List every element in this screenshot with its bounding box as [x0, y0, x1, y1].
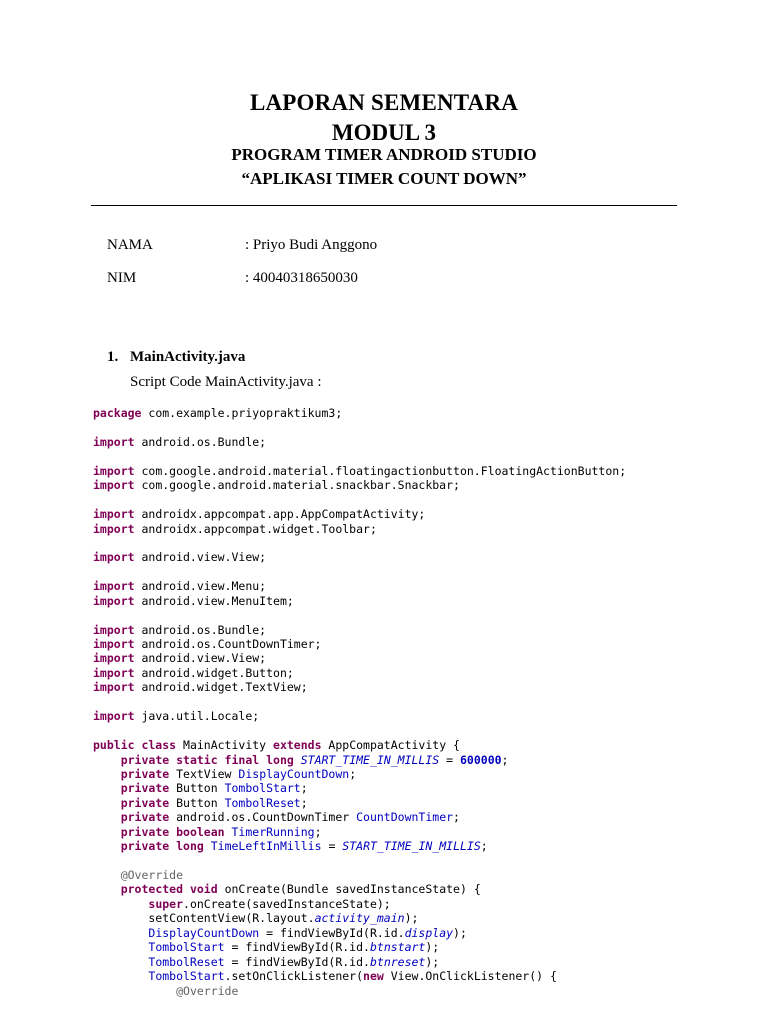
nama-label: NAMA [107, 237, 153, 253]
code-token: android.view.View; [134, 651, 267, 666]
code-token: androidx.appcompat.widget.Toolbar; [134, 521, 377, 536]
code-token: ; [453, 810, 460, 825]
code-token: ; [300, 781, 308, 796]
code-token: private boolean [120, 824, 225, 839]
module-title: MODUL 3 [331, 120, 437, 145]
code-token: import [93, 521, 135, 536]
code-token: import [93, 463, 135, 478]
code-token: DisplayCountDown [148, 925, 260, 940]
code-token: import [93, 478, 135, 493]
code-token: btnstart [369, 940, 426, 955]
code-token: private [120, 810, 170, 825]
code-token: android.view.MenuItem; [134, 593, 294, 608]
code-token: ); [404, 911, 419, 926]
code-token: import [93, 434, 135, 449]
code-line [93, 550, 626, 564]
code-token: = findViewById(R.id. [224, 940, 370, 955]
code-token: super [148, 896, 184, 911]
code-token: android.view.View; [134, 550, 267, 565]
code-line [93, 406, 626, 420]
app-subtitle: “APLIKASI TIMER COUNT DOWN” [241, 169, 527, 188]
code-token: @Override [120, 868, 184, 882]
nama-value: : Priyo Budi Anggono [245, 237, 378, 253]
code-line [93, 781, 626, 795]
code-line [93, 839, 626, 853]
section-number: 1. [107, 349, 119, 365]
code-line [93, 854, 626, 868]
code-token: ; [501, 752, 509, 767]
code-token: import [93, 507, 135, 522]
code-token: android.widget.TextView; [134, 680, 308, 695]
code-token [93, 810, 121, 824]
code-token: .onCreate(savedInstanceState); [183, 896, 391, 911]
code-line [93, 435, 626, 449]
code-token: onCreate(Bundle savedInstanceState) { [217, 882, 481, 897]
code-token: CountDownTimer [356, 810, 454, 825]
code-token [93, 781, 121, 795]
code-token [93, 969, 148, 983]
code-line [93, 955, 626, 969]
code-token: ; [480, 839, 488, 854]
code-token [93, 882, 121, 896]
code-line [93, 478, 626, 492]
code-line [93, 695, 626, 709]
code-token: START_TIME_IN_MILLIS [342, 839, 481, 854]
code-line [93, 579, 626, 593]
code-line [93, 926, 626, 940]
code-token: import [93, 680, 135, 695]
code-line [93, 464, 626, 478]
code-token: extends [273, 738, 322, 753]
code-line [93, 724, 626, 738]
code-token: .setOnClickListener( [224, 969, 364, 984]
code-token: android.os.Bundle; [134, 434, 267, 449]
code-token: import [93, 579, 135, 594]
code-token: = [321, 839, 343, 854]
nim-value: : 40040318650030 [245, 270, 358, 286]
code-line [93, 709, 626, 723]
code-token: import [93, 709, 135, 724]
code-line [93, 738, 626, 752]
code-token: TombolStart [224, 781, 301, 796]
code-line [93, 594, 626, 608]
code-line [93, 522, 626, 536]
code-token: android.os.Bundle; [134, 622, 267, 637]
code-token: android.os.CountDownTimer; [134, 637, 322, 651]
code-token: TombolStart [148, 969, 225, 984]
code-token [93, 796, 121, 810]
code-token: java.util.Locale; [134, 709, 260, 724]
code-token [93, 753, 121, 767]
code-line [93, 882, 626, 896]
code-token: com.google.android.material.floatingactionbutton.FloatingActionButton; [134, 463, 627, 478]
report-title: LAPORAN SEMENTARA [249, 90, 519, 115]
code-token: public class [93, 738, 177, 753]
code-token: View.OnClickListener() { [383, 969, 557, 984]
code-token: TombolStart [148, 940, 225, 955]
code-token: import [93, 665, 135, 680]
code-token: ); [425, 940, 440, 955]
code-line [93, 911, 626, 925]
code-token: TombolReset [148, 954, 225, 969]
code-token [93, 984, 176, 998]
code-token: import [93, 651, 135, 666]
code-token [93, 926, 148, 940]
code-token: ; [314, 824, 322, 839]
code-token: private [120, 766, 170, 781]
code-token: DisplayCountDown [238, 766, 350, 781]
code-token: com.google.android.material.snackbar.Snackbar; [134, 478, 460, 493]
code-line [93, 897, 626, 911]
code-line [93, 449, 626, 463]
code-token: = findViewById(R.id. [259, 925, 405, 940]
code-line [93, 608, 626, 622]
code-token [294, 753, 301, 767]
code-line [93, 753, 626, 767]
code-line [93, 507, 626, 521]
code-token: setContentView(R.layout. [93, 911, 315, 926]
code-token: package [93, 406, 142, 420]
code-listing [93, 406, 626, 998]
code-token: private [120, 781, 170, 796]
code-token [225, 825, 232, 839]
code-token [93, 839, 121, 853]
code-line [93, 637, 626, 651]
code-token: android.view.Menu; [134, 579, 267, 594]
code-token: ; [349, 766, 357, 781]
code-line [93, 493, 626, 507]
code-token: TombolReset [224, 795, 301, 810]
code-line [93, 420, 626, 434]
code-token: private long [120, 839, 204, 854]
code-line [93, 623, 626, 637]
code-token: import [93, 593, 135, 608]
code-token: display [404, 925, 454, 940]
code-token [93, 825, 121, 839]
code-token: @Override [176, 983, 239, 998]
code-token: AppCompatActivity { [321, 738, 460, 753]
code-line [93, 796, 626, 810]
code-token [93, 767, 121, 781]
code-line [93, 565, 626, 579]
code-token [93, 868, 121, 882]
code-token: activity_main [314, 911, 405, 926]
code-token: android.os.CountDownTimer [169, 810, 357, 825]
code-line [93, 940, 626, 954]
code-token: Button [169, 781, 225, 796]
code-token: private static final long [120, 752, 294, 767]
code-token: = [439, 752, 460, 767]
code-token: new [363, 969, 384, 984]
code-line [93, 666, 626, 680]
code-token: androidx.appcompat.app.AppCompatActivity; [134, 507, 426, 522]
code-token: ); [453, 925, 467, 940]
code-token: import [93, 550, 135, 565]
code-token: btnreset [369, 954, 426, 969]
program-subtitle: PROGRAM TIMER ANDROID STUDIO [231, 145, 537, 164]
code-line [93, 825, 626, 839]
code-token: = findViewById(R.id. [224, 954, 370, 969]
code-line [93, 984, 626, 998]
code-line [93, 680, 626, 694]
code-token: android.widget.Button; [134, 665, 294, 680]
code-token: TimerRunning [231, 824, 315, 839]
code-token: import [93, 637, 135, 651]
nim-label: NIM [107, 270, 137, 286]
code-line [93, 651, 626, 665]
code-token: protected void [120, 882, 218, 897]
code-line [93, 767, 626, 781]
code-token: ); [425, 954, 440, 969]
code-line [93, 868, 626, 882]
code-token: TimeLeftInMillis [210, 839, 322, 854]
header-divider [91, 205, 677, 206]
section-title: MainActivity.java [130, 349, 246, 365]
code-token: private [120, 795, 170, 810]
code-token: MainActivity [176, 738, 274, 753]
code-token: com.example.priyopraktikum3; [141, 406, 343, 420]
code-token [93, 897, 148, 911]
code-token [204, 839, 211, 853]
code-token: 600000 [460, 752, 502, 767]
code-token: import [93, 622, 135, 637]
code-line [93, 810, 626, 824]
code-line [93, 536, 626, 550]
code-token: Button [169, 795, 225, 810]
code-line [93, 969, 626, 983]
section-description: Script Code MainActivity.java : [130, 374, 322, 390]
code-token: ; [300, 795, 308, 810]
code-token [93, 940, 148, 954]
code-token: TextView [169, 766, 239, 781]
code-token [93, 955, 148, 969]
code-token: START_TIME_IN_MILLIS [300, 752, 440, 767]
